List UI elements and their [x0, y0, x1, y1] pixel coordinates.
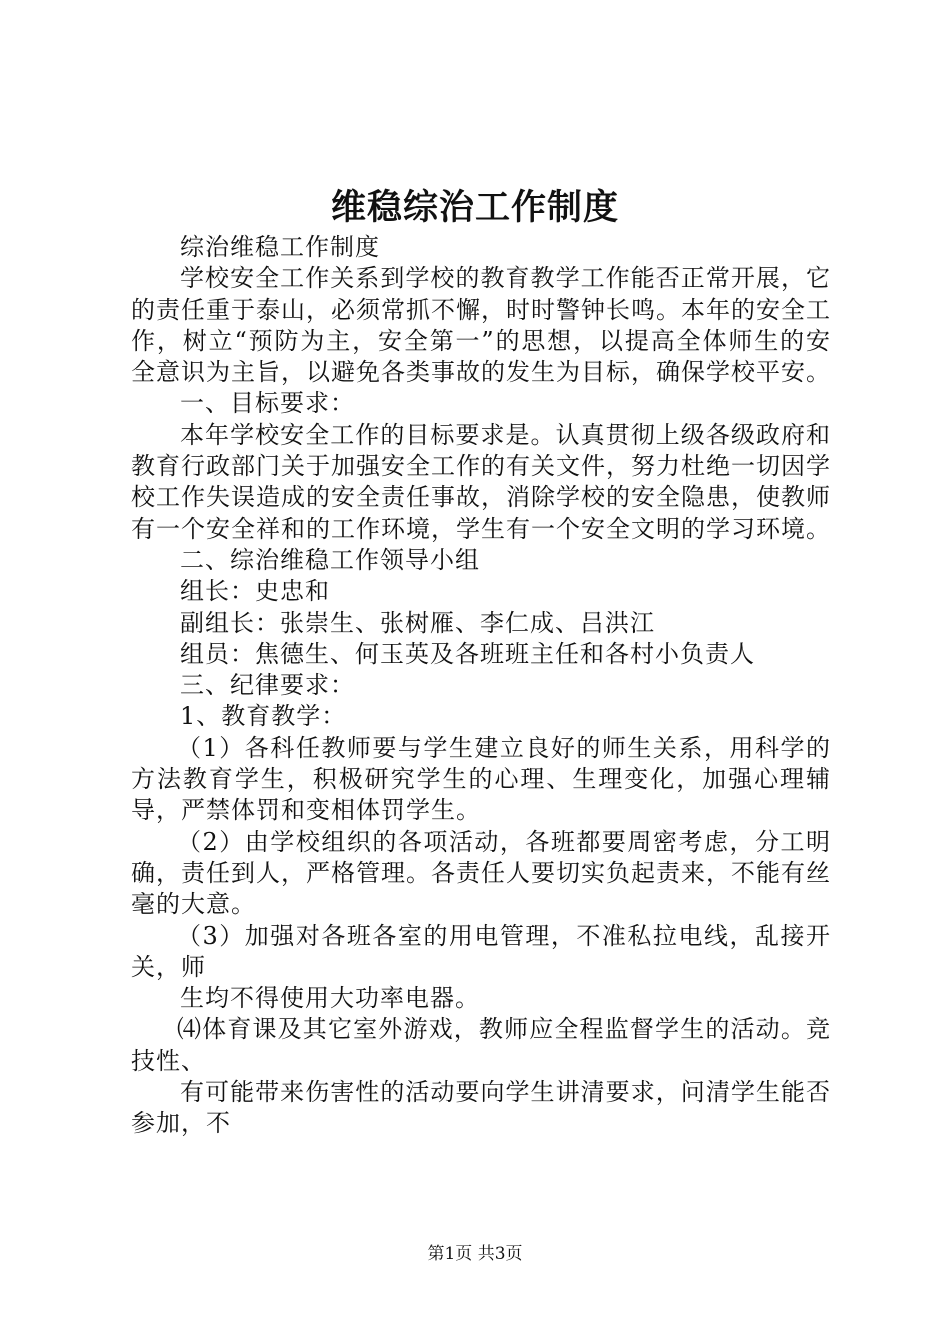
page-number-footer: 第1页 共3页: [427, 1244, 523, 1264]
subsection-heading-teaching: 1、教育教学：: [180, 702, 347, 731]
document-body: [131, 232, 831, 1140]
members-line: 组员：焦德生、何玉英及各班班主任和各村小负责人: [180, 639, 755, 668]
intro-paragraph: 学校安全工作关系到学校的教育教学工作能否正常开展，它的责任重于泰山，必须常抓不懈，时时警钟长鸣。本年的安全工作，树立“预防为主，安全第一”的思想，以提高全体师生的安全意识为主旨，以避免各类事故的发生为目标，确保学校平安。: [131, 264, 831, 387]
rule-item-1: （1）各科任教师要与学生建立良好的师生关系，用科学的方法教育学生，积极研究学生的心理、生理变化，加强心理辅导，严禁体罚和变相体罚学生。: [131, 733, 831, 825]
rule-item-4-continued: 有可能带来伤害性的活动要向学生讲清要求，问清学生能否参加，不: [131, 1078, 831, 1138]
rule-item-3: （3）加强对各班各室的用电管理，不准私拉电线，乱接开关，师: [131, 921, 831, 981]
section-heading-discipline: 三、纪律要求：: [180, 671, 355, 700]
subtitle-paragraph: 综治维稳工作制度: [180, 233, 380, 261]
section-heading-leadership: 二、综治维稳工作领导小组: [180, 545, 480, 574]
rule-item-3-continued: 生均不得使用大功率电器。: [180, 984, 480, 1013]
leader-line: 组长：史忠和: [180, 577, 330, 606]
rule-item-4: ⑷体育课及其它室外游戏，教师应全程监督学生的活动。竞技性、: [131, 1015, 831, 1075]
document-title: 维稳综治工作制度: [330, 187, 619, 228]
rule-item-2: （2）由学校组织的各项活动，各班都要周密考虑，分工明确，责任到人，严格管理。各责任人要切实负起责来，不能有丝毫的大意。: [131, 827, 831, 919]
deputy-leader-line: 副组长：张崇生、张树雁、李仁成、吕洪江: [180, 608, 655, 637]
goals-paragraph: 本年学校安全工作的目标要求是。认真贯彻上级各级政府和教育行政部门关于加强安全工作的有关文件，努力杜绝一切因学校工作失误造成的安全责任事故，消除学校的安全隐患，使教师有一个安全祥和的工作环境，学生有一个安全文明的学习环境。: [131, 420, 831, 543]
section-heading-goals: 一、目标要求：: [180, 389, 355, 418]
